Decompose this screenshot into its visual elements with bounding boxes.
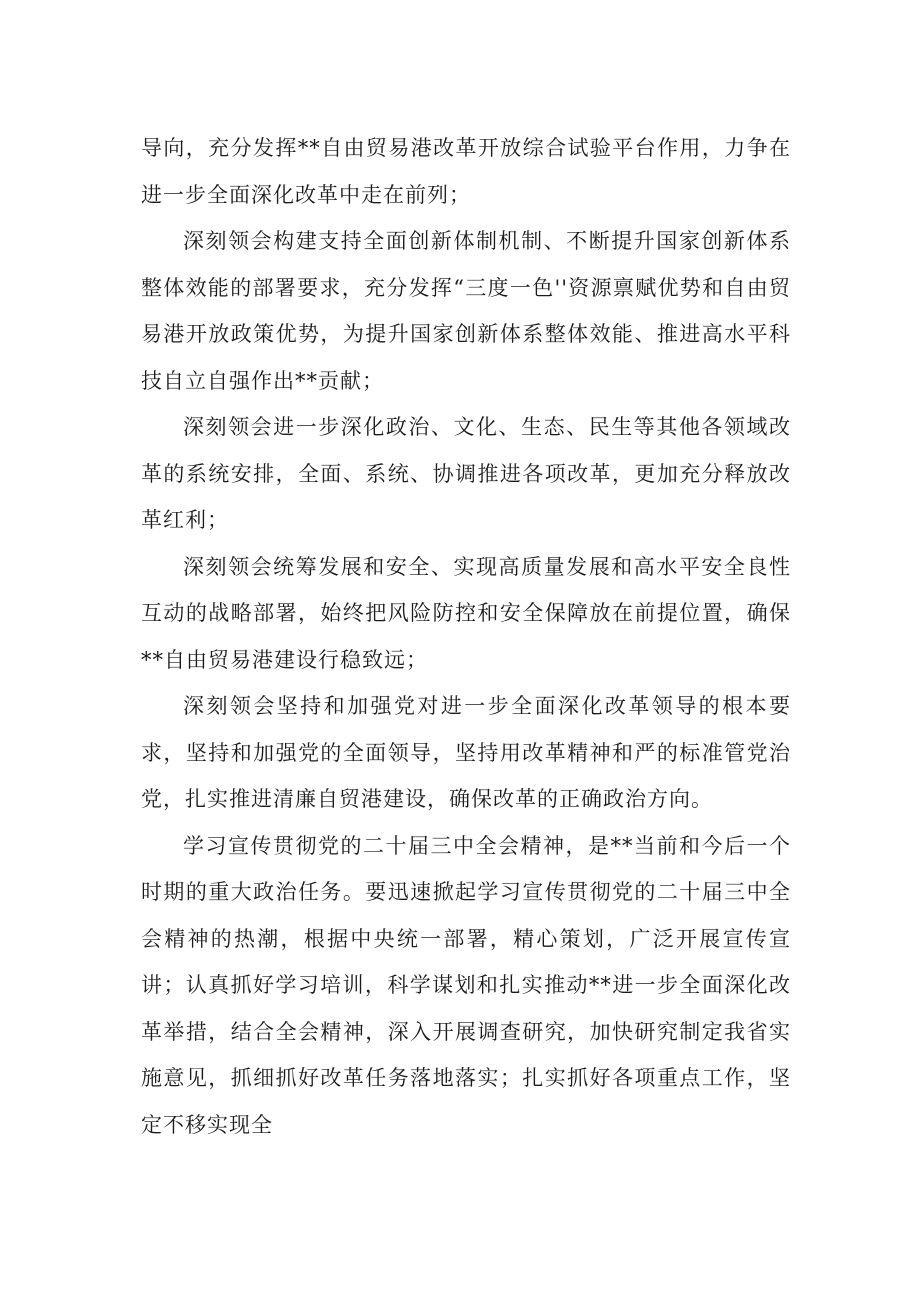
paragraph-3: 深刻领会进一步深化政治、文化、生态、民生等其他各领域改革的系统安排，全面、系统、协调推进各项改革，更加充分释放改革红利；	[141, 415, 791, 532]
paragraph-5: 深刻领会坚持和加强党对进一步全面深化改革领导的根本要求，坚持和加强党的全面领导，坚持用改革精神和严的标准管党治党，扎实推进清廉自贸港建设，确保改革的正确政治方向。	[141, 694, 791, 811]
document-body	[141, 125, 791, 1148]
paragraph-1: 导向，充分发挥**自由贸易港改革开放综合试验平台作用，力争在进一步全面深化改革中走在前列；	[141, 136, 791, 207]
paragraph-4: 深刻领会统筹发展和安全、实现高质量发展和高水平安全良性互动的战略部署，始终把风险防控和安全保障放在前提位置，确保**自由贸易港建设行稳致远；	[141, 554, 791, 672]
paragraph-2: 深刻领会构建支持全面创新体制机制、不断提升国家创新体系整体效能的部署要求，充分发挥“三度一色''资源禀赋优势和自由贸易港开放政策优势，为提升国家创新体系整体效能、推进高水平科技自立自强作出**贡献；	[141, 229, 791, 393]
paragraph-6: 学习宣传贯彻党的二十届三中全会精神，是**当前和今后一个时期的重大政治任务。要迅速掀起学习宣传贯彻党的二十届三中全会精神的热潮，根据中央统一部署，精心策划，广泛开展宣传宣讲；认真抓好学习培训，科学谋划和扎实推动**进一步全面深化改革举措，结合全会精神，深入开展调查研究，加快研究制定我省实施意见，抓细抓好改革任务落地落实；扎实抓好各项重点工作，坚定不移实现全	[141, 833, 791, 1137]
